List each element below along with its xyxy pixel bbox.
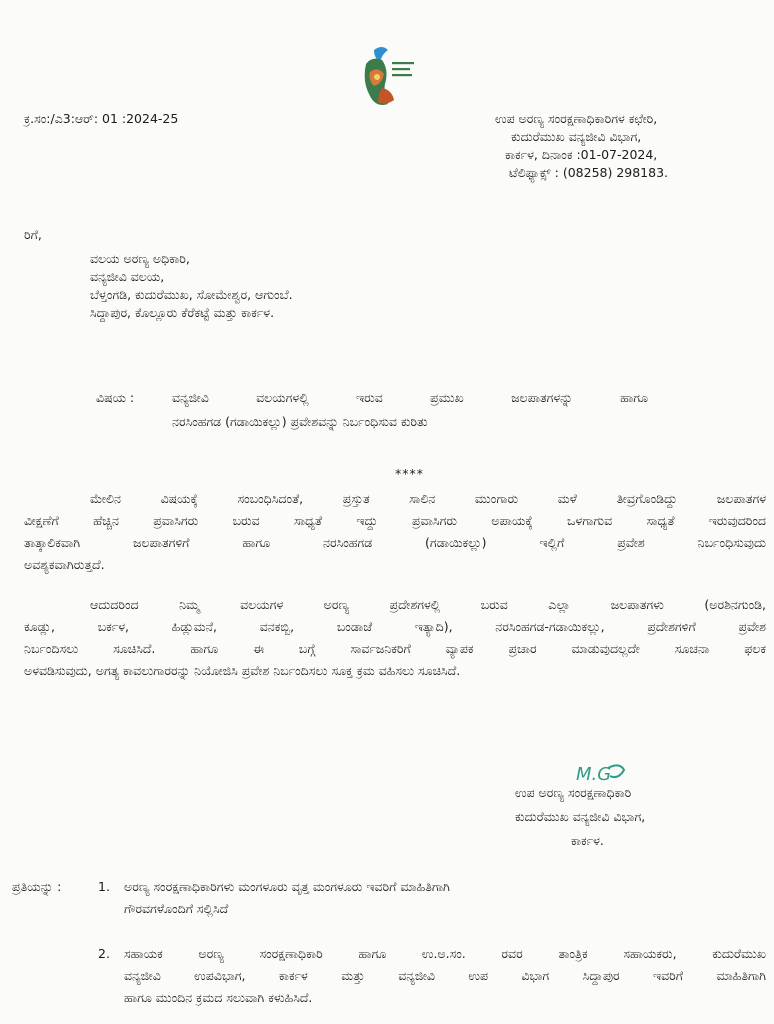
address-line: ಸಿದ್ದಾಪುರ, ಕೊಲ್ಲೂರು ಕೆರೆಕಟ್ಟೆ ಮತ್ತು ಕಾರ್ಕಳ. xyxy=(90,305,275,320)
paragraph-line: ಅಳವಡಿಸುವುದು, ಅಗತ್ಯ ಕಾವಲುಗಾರರನ್ನು ನಿಯೋಜಿಸಿ ಪ್ರವೇಶ ನಿರ್ಬಂದಿಸಲು ಸೂಕ್ತ ಕ್ರಮ ವಹಿಸಲು ಸೂಚಿಸಿದೆ. xyxy=(24,663,461,678)
subject-label: ವಿಷಯ : xyxy=(96,390,135,405)
paragraph-line: ಅವಶ್ಯಕವಾಗಿರುತ್ತದೆ. xyxy=(24,557,105,572)
copy-item-1 xyxy=(124,878,450,918)
address-line: ವಲಯ ಅರಣ್ಯ ಅಧಿಕಾರಿ, xyxy=(90,251,190,266)
copy-item-2-number: 2. xyxy=(98,946,110,961)
address-line: ವನ್ಯಜೀವಿ ವಲಯ, xyxy=(90,269,165,284)
paragraph-line: ಕೂಡ್ಲು, ಬರ್ಕಳ, ಹಿಡ್ಲುಮನೆ, ವನಕಬ್ಬಿ, ಬಂಡಾಜೆ ಇತ್ಯಾದಿ), ನರಸಿಂಹಗಡ-ಗಡಾಯಿಕಲ್ಲು, ಪ್ರದೇಶಗಳಿಗೆ ಪ್ರವೇಶ xyxy=(24,619,766,634)
subject-line-1: ವನ್ಯಜೀವಿ ವಲಯಗಳಲ್ಲಿ ಇರುವ ಪ್ರಮುಖ ಜಲಪಾತಗಳನ್ನು ಹಾಗೂ xyxy=(172,390,648,405)
signature xyxy=(574,760,634,786)
office-line: ಟೆಲಿಫ್ಯಾಕ್ಸ್ : (08258) 298183. xyxy=(509,165,669,180)
paragraph-line: ವೀಕ್ಷಣೆಗೆ ಹೆಚ್ಚಿನ ಪ್ರವಾಸಿಗರು ಬರುವ ಸಾಧ್ಯತೆ ಇದ್ದು ಪ್ರವಾಸಿಗರು ಅಪಾಯಕ್ಕೆ ಒಳಗಾಗುವ ಸಾಧ್ಯತೆ ಇರುವುದರಿಂದ xyxy=(24,513,766,528)
copy-to-label: ಪ್ರತಿಯನ್ನು : xyxy=(12,879,62,894)
forest-department-logo xyxy=(352,44,422,114)
office-line: ಕುದುರೆಮುಖ ವನ್ಯಜೀವಿ ವಿಭಾಗ, xyxy=(511,129,642,144)
copy-item-1-number: 1. xyxy=(98,879,110,894)
copy-line: ಗೌರವಗಳೊಂದಿಗೆ ಸಲ್ಲಿಸಿದೆ xyxy=(124,901,229,916)
copy-line: ಸಹಾಯಕ ಅರಣ್ಯ ಸಂರಕ್ಷಣಾಧಿಕಾರಿ ಹಾಗೂ ಉ.ಅ.ಸಂ. ರವರ ತಾಂತ್ರಿಕ ಸಹಾಯಕರು, ಕುದುರೆಮುಖ xyxy=(124,946,766,961)
svg-text:M.G: M.G xyxy=(576,764,612,785)
office-address xyxy=(495,110,755,182)
copy-line: ವನ್ಯಜೀವಿ ಉಪವಿಭಾಗ, ಕಾರ್ಕಳ ಮತ್ತು ವನ್ಯಜೀವಿ ಉಪ ವಿಭಾಗ ಸಿದ್ದಾಪುರ ಇವರಿಗೆ ಮಾಹಿತಿಗಾಗಿ xyxy=(124,968,766,983)
office-line: ಕಾರ್ಕಳ, ದಿನಾಂಕ :01-07-2024, xyxy=(505,147,658,162)
copy-item-2 xyxy=(124,945,766,1007)
paragraph-line: ನಿರ್ಬಂದಿಸಲು ಸೂಚಿಸಿದೆ. ಹಾಗೂ ಈ ಬಗ್ಗೆ ಸಾರ್ವಜನಿಕರಿಗೆ ವ್ಯಾಪಕ ಪ್ರಚಾರ ಮಾಡುವುದಲ್ಲದೇ ಸೂಚನಾ ಫಲಕ xyxy=(24,641,766,656)
paragraph-line: ತಾತ್ಕಾಲಿಕವಾಗಿ ಜಲಪಾತಗಳಿಗೆ ಹಾಗೂ ನರಸಿಂಹಗಡ (ಗಡಾಯಿಕಲ್ಲು) ಇಲ್ಲಿಗೆ ಪ್ರವೇಶ ನಿರ್ಬಂಧಿಸುವುದು xyxy=(24,535,766,550)
signature-block xyxy=(515,784,755,850)
paragraph-line: ಆದುದರಿಂದ ನಿಮ್ಮ ವಲಯಗಳ ಅರಣ್ಯ ಪ್ರದೇಶಗಳಲ್ಲಿ ಬರುವ ಎಲ್ಲಾ ಜಲಪಾತಗಳು (ಅರಶಿನಗುಂಡಿ, xyxy=(90,597,766,612)
copy-line: ಅರಣ್ಯ ಸಂರಕ್ಷಣಾಧಿಕಾರಿಗಳು ಮಂಗಳೂರು ವೃತ್ತ ಮಂಗಳೂರು ಇವರಿಗೆ ಮಾಹಿತಿಗಾಗಿ xyxy=(124,879,450,894)
office-line: ಉಪ ಅರಣ್ಯ ಸಂರಕ್ಷಣಾಧಿಕಾರಿಗಳ ಕಛೇರಿ, xyxy=(495,111,658,126)
body-paragraph-2 xyxy=(24,596,766,680)
recipient-address xyxy=(90,250,293,322)
reference-number: ಕ್ರ.ಸಂ:/ಎ3:ಆರ್: 01 :2024-25 xyxy=(24,111,179,126)
subject-line-2: ನರಸಿಂಹಗಡ (ಗಡಾಯಿಕಲ್ಲು) ಪ್ರವೇಶವನ್ನು ನಿರ್ಬಂಧಿಸುವ ಕುರಿತು xyxy=(172,414,428,429)
signatory-place: ಕಾರ್ಕಳ. xyxy=(571,833,604,848)
paragraph-line: ಮೇಲಿನ ವಿಷಯಕ್ಕೆ ಸಂಬಂಧಿಸಿದಂತೆ, ಪ್ರಸ್ತುತ ಸಾಲಿನ ಮುಂಗಾರು ಮಳೆ ತೀವ್ರಗೊಂಡಿದ್ದು ಜಲಪಾತಗಳ xyxy=(90,491,766,506)
signatory-division: ಕುದುರೆಮುಖ ವನ್ಯಜೀವಿ ವಿಭಾಗ, xyxy=(515,809,646,824)
address-line: ಬೆಳ್ತಂಗಡಿ, ಕುದುರೆಮುಖ, ಸೋಮೇಶ್ವರ, ಆಗುಂಬೆ. xyxy=(90,287,293,302)
body-paragraph-1 xyxy=(24,490,766,574)
salutation: ರಿಗೆ, xyxy=(24,227,42,242)
separator-stars: **** xyxy=(395,466,424,481)
copy-line: ಹಾಗೂ ಮುಂದಿನ ಕ್ರಮದ ಸಲುವಾಗಿ ಕಳುಹಿಸಿದೆ. xyxy=(124,990,313,1005)
signatory-title: ಉಪ ಅರಣ್ಯ ಸಂರಕ್ಷಣಾಧಿಕಾರಿ xyxy=(515,785,632,800)
